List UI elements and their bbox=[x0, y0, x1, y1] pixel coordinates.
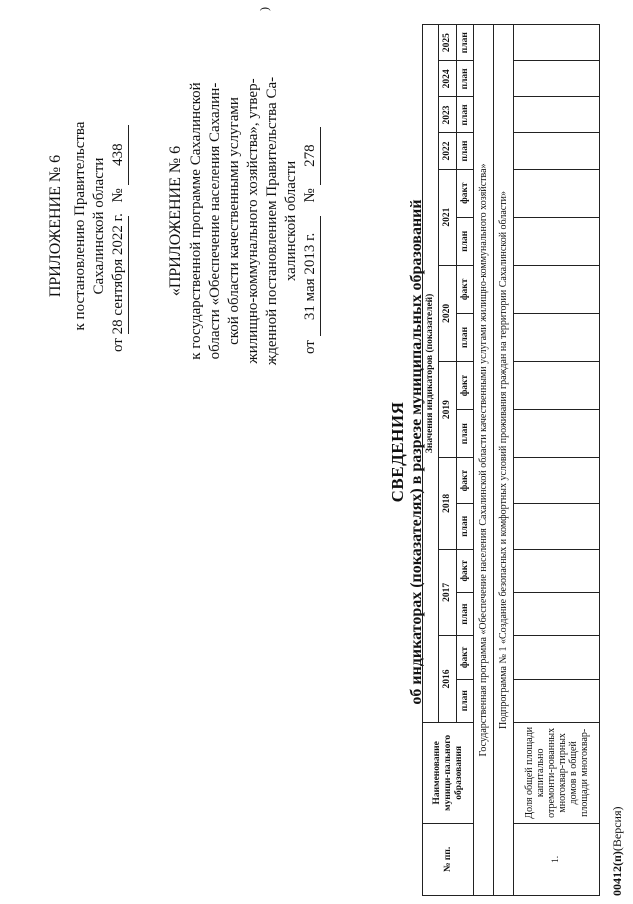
value-cell bbox=[514, 458, 600, 504]
document-title: СВЕДЕНИЯ bbox=[388, 401, 407, 503]
plan-header: план bbox=[457, 592, 474, 635]
appendix-date-line bbox=[301, 76, 321, 354]
appendix-line: к постановлению Правительства bbox=[72, 121, 88, 331]
values-header: Значения индикаторов (показателей) bbox=[423, 25, 439, 723]
value-cell bbox=[514, 169, 600, 217]
fact-header: факт bbox=[457, 458, 474, 504]
appendix-line: Сахалинской области bbox=[91, 157, 107, 295]
subprogram-section-row: Подпрограмма № 1 «Создание безопасных и комфортных условий проживания граждан на территории Сахалинской области» bbox=[494, 25, 514, 896]
plan-header: план bbox=[457, 217, 474, 265]
value-cell bbox=[514, 549, 600, 592]
document-subtitle: об индикаторах (показателях) в разрезе муниципальных образований bbox=[408, 199, 425, 705]
value-cell bbox=[514, 592, 600, 635]
appendix-line: халинской области bbox=[283, 160, 299, 282]
year-header: 2023 bbox=[439, 97, 457, 133]
fact-header: факт bbox=[457, 362, 474, 410]
fact-header: факт bbox=[457, 636, 474, 679]
year-header: 2019 bbox=[439, 362, 457, 458]
from-label: от bbox=[110, 338, 126, 352]
appendix-date-line bbox=[109, 96, 129, 352]
appendix-line: жденной постановлением Правительства Са- bbox=[264, 76, 280, 366]
plan-header: план bbox=[457, 503, 474, 549]
table-row bbox=[514, 25, 600, 896]
year-header: 2017 bbox=[439, 549, 457, 636]
plan-header: план bbox=[457, 133, 474, 169]
value-cell bbox=[514, 25, 600, 61]
plan-header: план bbox=[457, 97, 474, 133]
appendix-line: ской области качественными услугами bbox=[226, 97, 242, 345]
value-cell bbox=[514, 410, 600, 458]
plan-header: план bbox=[457, 679, 474, 722]
number-sign: № bbox=[302, 188, 318, 203]
year-header: 2024 bbox=[439, 61, 457, 97]
decree-number: 438 bbox=[109, 125, 129, 185]
value-cell bbox=[514, 503, 600, 549]
appendix-decree-block bbox=[46, 96, 129, 356]
value-cell bbox=[514, 636, 600, 679]
appendix-line: к государственной программе Сахалинской bbox=[188, 82, 204, 360]
year-header: 2022 bbox=[439, 133, 457, 169]
appendix-program-block bbox=[166, 76, 321, 366]
value-cell bbox=[514, 217, 600, 265]
value-cell bbox=[514, 265, 600, 313]
footer-code bbox=[610, 807, 625, 897]
plan-header: план bbox=[457, 61, 474, 97]
year-header: 2021 bbox=[439, 169, 457, 265]
from-label: от bbox=[302, 340, 318, 354]
year-header: 2018 bbox=[439, 458, 457, 549]
value-cell bbox=[514, 97, 600, 133]
indicator-name: Доля общей площади капитально отремонти-рованных многоквар-тирных домов в общей площади многоквар- bbox=[514, 722, 600, 823]
fact-header: факт bbox=[457, 265, 474, 313]
fact-header: факт bbox=[457, 169, 474, 217]
appendix-title: «ПРИЛОЖЕНИЕ № 6 bbox=[167, 145, 184, 297]
value-cell bbox=[514, 313, 600, 361]
fact-header: факт bbox=[457, 549, 474, 592]
plan-header: план bbox=[457, 313, 474, 361]
col-municipality-header: Наименование муници-пального образования bbox=[423, 722, 474, 823]
decree-date: 28 сентября 2022 г. bbox=[109, 216, 129, 334]
document-version: (Версия) bbox=[610, 806, 624, 852]
number-sign: № bbox=[110, 188, 126, 203]
program-number: 278 bbox=[301, 127, 321, 185]
indicators-table bbox=[422, 24, 600, 896]
plan-header: план bbox=[457, 25, 474, 61]
program-section-row: Государственная программа «Обеспечение населения Сахалинской области качественными услугами жилищно-коммунального хозяйства» bbox=[474, 25, 494, 896]
appendix-title: ПРИЛОЖЕНИЕ № 6 bbox=[47, 154, 64, 298]
col-number-header: № пп. bbox=[423, 823, 474, 895]
year-header: 2025 bbox=[439, 25, 457, 61]
year-header: 2016 bbox=[439, 636, 457, 723]
program-date: 31 мая 2013 г. bbox=[301, 216, 321, 336]
row-number: 1. bbox=[514, 823, 600, 895]
value-cell bbox=[514, 133, 600, 169]
stray-mark: ) bbox=[257, 7, 271, 11]
value-cell bbox=[514, 362, 600, 410]
appendix-line: жилищно-коммунального хозяйства», утвер- bbox=[245, 78, 261, 364]
document-code: 00412(п) bbox=[610, 851, 624, 896]
year-header: 2020 bbox=[439, 265, 457, 361]
value-cell bbox=[514, 679, 600, 722]
plan-header: план bbox=[457, 410, 474, 458]
value-cell bbox=[514, 61, 600, 97]
appendix-line: области «Обеспечение населения Сахалин- bbox=[207, 82, 223, 360]
